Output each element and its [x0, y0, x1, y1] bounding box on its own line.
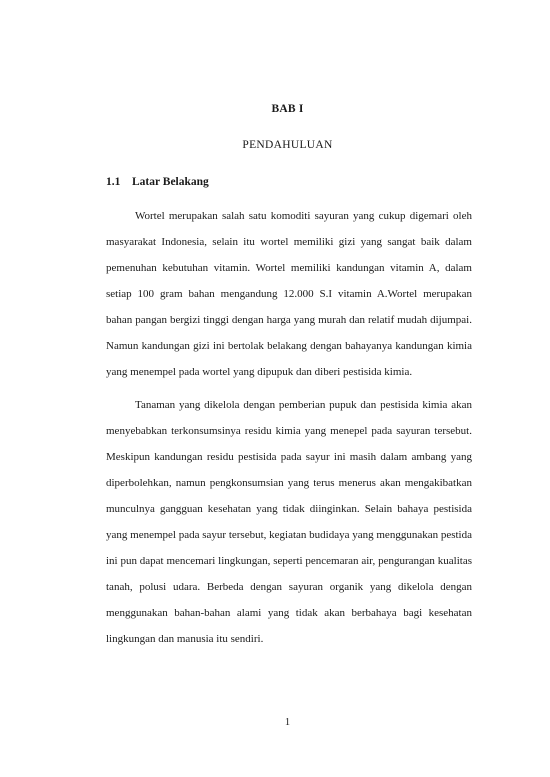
- paragraph-1: [106, 203, 472, 385]
- paragraph-text: Wortel merupakan salah satu komoditi sayuran yang cukup digemari oleh masyarakat Indonesia, selain itu wortel memiliki gizi yang sangat baik dalam pemenuhan kebutuhan vitamin. Wortel memiliki kandungan vitamin A, dalam setiap 100 gram bahan mengandung 12.000 S.I vitamin A.Wortel merupakan bahan pangan bergizi tinggi dengan harga yang murah dan relatif mudah dijumpai. Namun kandungan gizi ini bertolak belakang dengan bahayanya kandungan kimia yang menempel pada wortel yang dipupuk dan diberi pestisida kimia.: [106, 210, 472, 378]
- paragraph-text: Tanaman yang dikelola dengan pemberian pupuk dan pestisida kimia akan menyebabkan terkonsumsinya residu kimia yang menepel pada sayuran tersebut. Meskipun kandungan residu pestisida pada sayur ini masih dalam ambang yang diperbolehkan, namun pengkonsumsian yang terus menerus akan mengakibatkan munculnya gangguan kesehatan yang tidak diinginkan. Selain bahaya pestisida yang menempel pada sayur tersebut, kegiatan budidaya yang menggunakan pestida ini pun dapat mencemari lingkungan, seperti pencemaran air, pengurangan kualitas tanah, polusi udara. Berbeda dengan sayuran organik yang dikelola dengan menggunakan bahan-bahan alami yang tidak akan berbahaya bagi kesehatan lingkungan dan manusia itu sendiri.: [106, 399, 472, 645]
- section-title: Latar Belakang: [132, 176, 209, 188]
- paragraph-2: [106, 392, 472, 652]
- chapter-number: BAB I: [271, 103, 304, 115]
- chapter-title: PENDAHULUAN: [242, 139, 333, 151]
- section-heading: [106, 176, 209, 188]
- section-number: 1.1: [106, 176, 121, 188]
- page-number: 1: [284, 717, 291, 728]
